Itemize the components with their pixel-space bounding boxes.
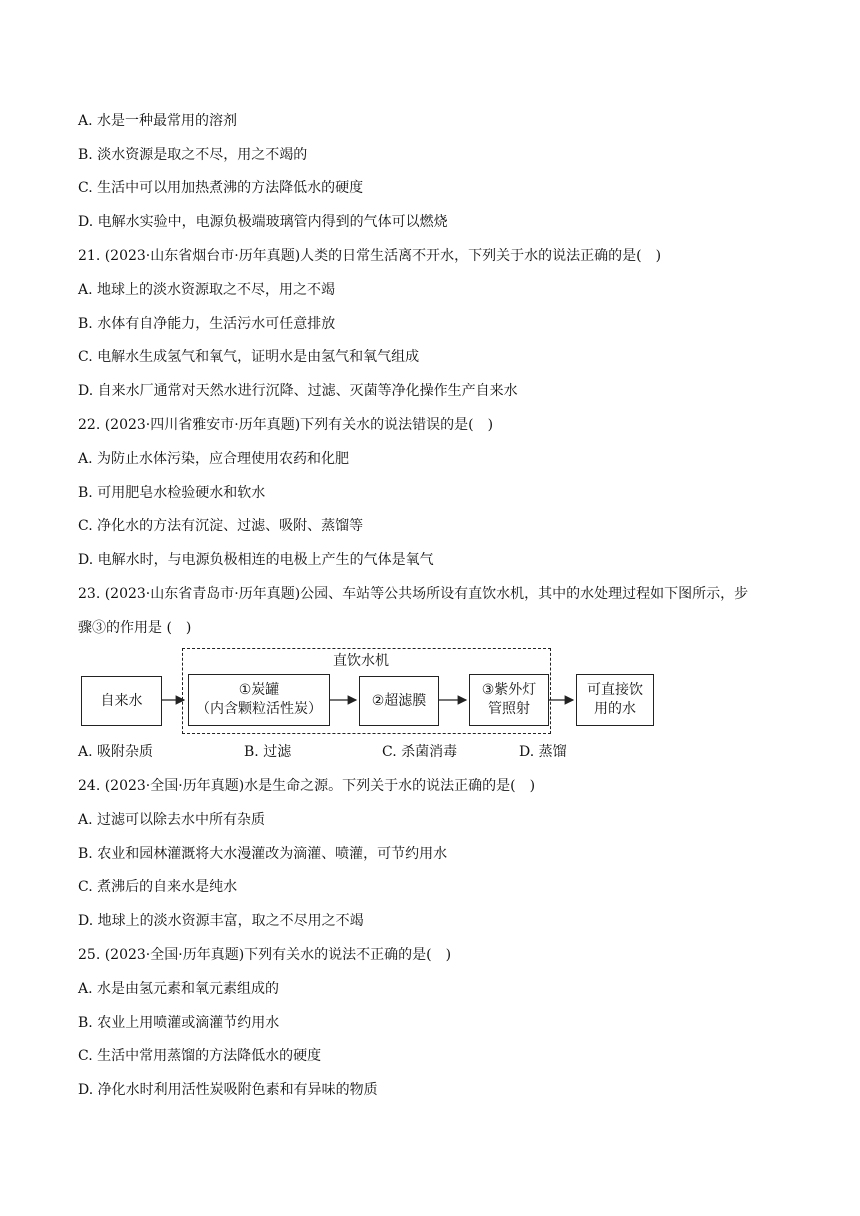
q22-option-a: A. 为防止水体污染，应合理使用农药和化肥 xyxy=(78,451,350,467)
q21-stem: 21. (2023·山东省烟台市·历年真题)人类的日常生活离不开水，下列关于水的说法正确的是( ) xyxy=(78,248,662,264)
step1-label-line2: （内含颗粒活性炭） xyxy=(196,701,322,717)
q22-option-b: B. 可用肥皂水检验硬水和软水 xyxy=(78,485,266,501)
q23-stem-line2: 骤③的作用是 ( ) xyxy=(78,620,192,636)
water-treatment-diagram xyxy=(78,644,678,734)
q21-option-d: D. 自来水厂通常对天然水进行沉降、过滤、灭菌等净化操作生产自来水 xyxy=(78,383,518,399)
q25-option-d: D. 净化水时利用活性炭吸附色素和有异味的物质 xyxy=(78,1082,378,1098)
q20-option-b: B. 淡水资源是取之不尽，用之不竭的 xyxy=(78,147,308,163)
q24-option-a: A. 过滤可以除去水中所有杂质 xyxy=(78,812,266,828)
q25-option-a: A. 水是由氢元素和氧元素组成的 xyxy=(78,981,280,997)
q21-option-a: A. 地球上的淡水资源取之不尽，用之不竭 xyxy=(78,282,336,298)
q22-stem: 22. (2023·四川省雅安市·历年真题)下列有关水的说法错误的是( ) xyxy=(78,417,494,433)
q24-stem: 24. (2023·全国·历年真题)水是生命之源。下列关于水的说法正确的是( ) xyxy=(78,778,536,794)
q20-option-a: A. 水是一种最常用的溶剂 xyxy=(78,113,238,129)
output-label-line2: 用的水 xyxy=(594,701,636,717)
q21-option-c: C. 电解水生成氢气和氧气，证明水是由氢气和氧气组成 xyxy=(78,349,420,365)
q23-option-b: B. 过滤 xyxy=(244,744,292,760)
q25-stem: 25. (2023·全国·历年真题)下列有关水的说法不正确的是( ) xyxy=(78,947,452,963)
q21-option-b: B. 水体有自净能力，生活污水可任意排放 xyxy=(78,316,336,332)
q24-option-c: C. 煮沸后的自来水是纯水 xyxy=(78,879,238,895)
step1-label-line1: ①炭罐 xyxy=(238,682,280,698)
step3-label-line1: ③紫外灯 xyxy=(481,682,537,698)
source-label: 自来水 xyxy=(100,692,143,709)
q24-option-b: B. 农业和园林灌溉将大水漫灌改为滴灌、喷灌，可节约用水 xyxy=(78,846,448,862)
q25-option-c: C. 生活中常用蒸馏的方法降低水的硬度 xyxy=(78,1048,322,1064)
q24-option-d: D. 地球上的淡水资源丰富，取之不尽用之不竭 xyxy=(78,913,364,929)
q23-stem-line1: 23. (2023·山东省青岛市·历年真题)公园、车站等公共场所设有直饮水机，其中的水处理过程如下图所示，步 xyxy=(78,586,749,602)
output-label-line1: 可直接饮 xyxy=(587,682,643,698)
q20-option-d: D. 电解水实验中，电源负极端玻璃管内得到的气体可以燃烧 xyxy=(78,214,448,230)
q23-option-c: C. 杀菌消毒 xyxy=(382,744,458,760)
q22-option-c: C. 净化水的方法有沉淀、过滤、吸附、蒸馏等 xyxy=(78,518,364,534)
q23-option-a: A. 吸附杂质 xyxy=(78,744,154,760)
diagram-arrows xyxy=(78,644,678,734)
step3-label-line2: 管照射 xyxy=(488,701,530,717)
q22-option-d: D. 电解水时，与电源负极相连的电极上产生的气体是氧气 xyxy=(78,552,434,568)
q20-option-c: C. 生活中可以用加热煮沸的方法降低水的硬度 xyxy=(78,180,364,196)
q23-option-d: D. 蒸馏 xyxy=(519,744,567,760)
q25-option-b: B. 农业上用喷灌或滴灌节约用水 xyxy=(78,1015,280,1031)
step2-label: ②超滤膜 xyxy=(371,692,427,709)
machine-label: 直饮水机 xyxy=(333,653,389,669)
